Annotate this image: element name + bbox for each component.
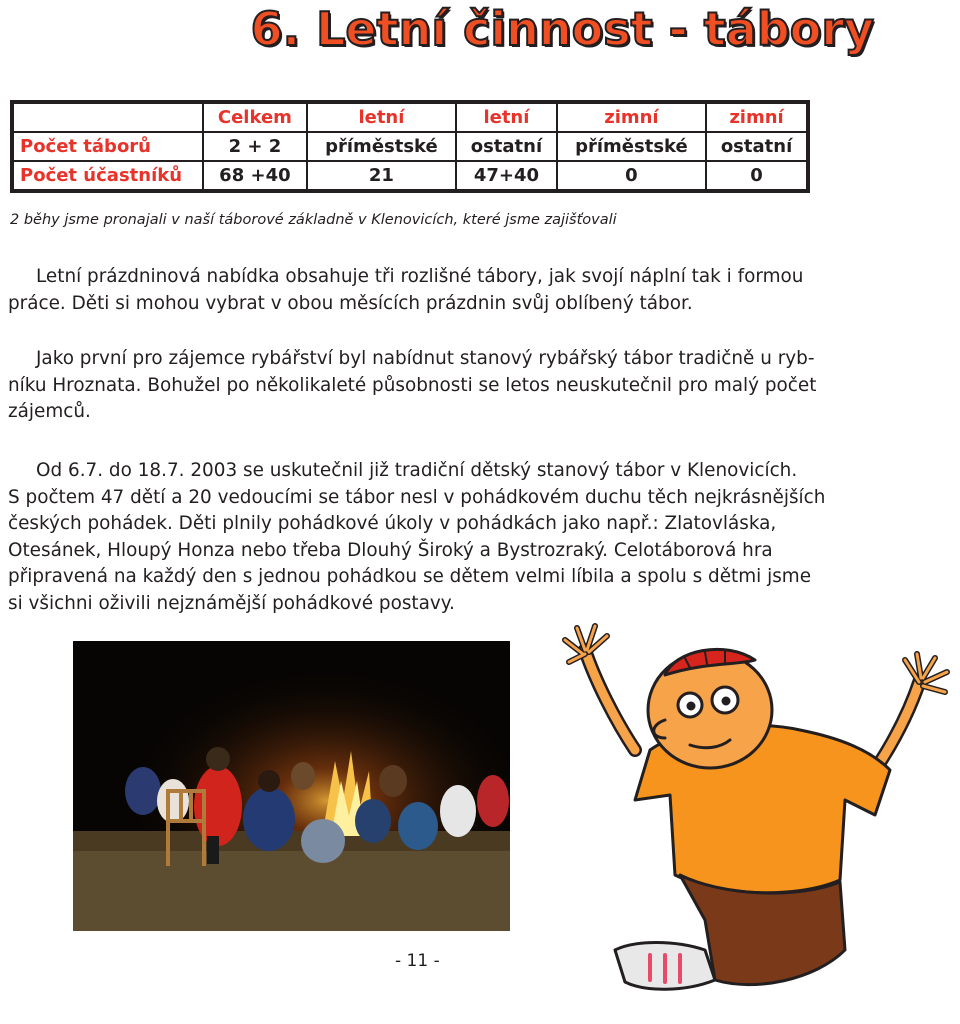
paragraph-line: si všichni oživili nejznámější pohádkové postavy. [8, 592, 455, 614]
table-header-row [12, 102, 808, 132]
paragraph-line: práce. Děti si mohou vybrat v obou měsících prázdnin svůj oblíbený tábor. [8, 292, 693, 314]
paragraph-line: S počtem 47 dětí a 20 vedoucími se tábor nesl v pohádkovém duchu těch nejkrásnějších [8, 486, 826, 508]
table-cell: 0 [557, 161, 706, 191]
table-cell: 47+40 [456, 161, 557, 191]
paragraph-line: připravená na každý den s jednou pohádkou se dětem velmi líbila a spolu s dětmi jsme [8, 566, 812, 587]
table-cell: 21 [307, 161, 456, 191]
table-cell: ostatní [706, 132, 808, 161]
table-cell: 0 [706, 161, 808, 191]
table-header-cell: zimní [557, 102, 706, 132]
table-header-cell: letní [456, 102, 557, 132]
row-label: Počet táborů [12, 132, 203, 161]
paragraph-line: Jako první pro zájemce rybářství byl nabídnut stanový rybářský tábor tradičně u ryb- [36, 348, 815, 369]
campfire-photo-art [73, 641, 510, 931]
table-row [12, 161, 808, 191]
table-header-cell: letní [307, 102, 456, 132]
campfire-photo [73, 641, 510, 931]
paragraph-fishing-camp [8, 346, 880, 426]
paragraph-line: českých pohádek. Děti plnily pohádkové úkoly v pohádkách jako např.: Zlatovláska, [8, 513, 777, 534]
paragraph-summer-camp [8, 458, 880, 617]
page-title: 6. Letní činnost - tábory [250, 2, 874, 56]
paragraph-line: Otesánek, Hloupý Honza nebo třeba Dlouhý Široký a Bystrozraký. Celotáborová hra [8, 539, 773, 561]
row-label: Počet účastníků [12, 161, 203, 191]
paragraph-line: zájemců. [8, 401, 91, 422]
table-header-cell: Celkem [203, 102, 307, 132]
paragraph-line: níku Hroznata. Bohužel po několikaleté působnosti se letos neuskutečnil pro malý počet [8, 374, 817, 396]
table-header-cell: zimní [706, 102, 808, 132]
table-cell: 2 + 2 [203, 132, 307, 161]
table-cell: příměstské [307, 132, 456, 161]
table-cell: příměstské [557, 132, 706, 161]
table-note: 2 běhy jsme pronajali v naší táborové základně v Klenovicích, které jsme zajišťovali [10, 212, 617, 228]
cartoon-boy-illustration [555, 620, 955, 1020]
table-cell: 68 +40 [203, 161, 307, 191]
table-header-cell [12, 102, 203, 132]
table-cell: ostatní [456, 132, 557, 161]
paragraph-line: Letní prázdninová nabídka obsahuje tři rozlišné tábory, jak svojí náplní tak i formou [36, 266, 804, 287]
paragraph-intro [8, 264, 880, 317]
camps-table [10, 100, 810, 193]
table-row [12, 132, 808, 161]
paragraph-line: Od 6.7. do 18.7. 2003 se uskutečnil již tradiční dětský stanový tábor v Klenovicích. [36, 460, 798, 481]
cartoon-boy-art [555, 620, 955, 1020]
page-number: - 11 - [395, 951, 440, 971]
